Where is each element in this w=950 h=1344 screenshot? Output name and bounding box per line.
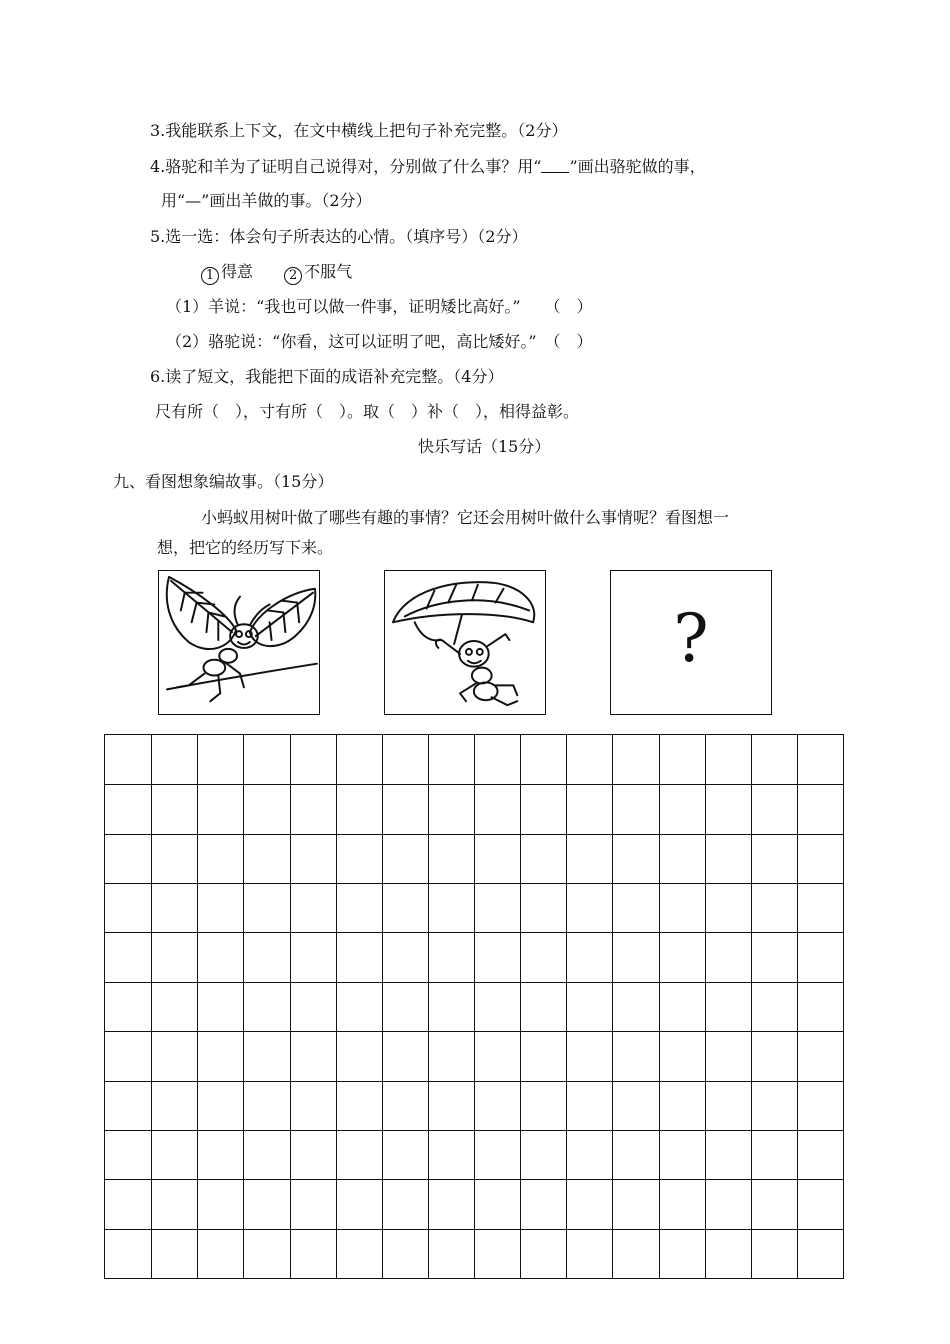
q5-item-1: （1）羊说：“我也可以做一件事，证明矮比高好。” （ ）: [166, 297, 593, 316]
ant-umbrella-illustration: [385, 571, 545, 714]
grid-row-line: [105, 784, 843, 785]
grid-column-line: [382, 735, 383, 1278]
q6-blank-line: 尺有所（ ），寸有所（ ）。取（ ）补（ ），相得益彰。: [155, 402, 580, 421]
q5-text: 5.选一选：体会句子所表达的心情。（填序号）（2分）: [150, 227, 528, 246]
grid-column-line: [520, 735, 521, 1278]
grid-row-line: [105, 982, 843, 983]
grid-row-line: [105, 1130, 843, 1131]
q3-text: 3.我能联系上下文，在文中横线上把句子补充完整。（2分）: [150, 121, 568, 140]
grid-row-line: [105, 1081, 843, 1082]
grid-row-line: [105, 1179, 843, 1180]
section-title: 快乐写话（15分）: [418, 437, 551, 456]
q9-prompt-line2: 想，把它的经历写下来。: [157, 538, 334, 557]
grid-column-line: [151, 735, 152, 1278]
q9-prompt-line1: 小蚂蚁用树叶做了哪些有趣的事情？它还会用树叶做什么事情呢？看图想一: [201, 508, 730, 527]
option-text: 得意: [221, 262, 254, 281]
option-text: 不服气: [304, 262, 353, 281]
q9-heading: 九、看图想象编故事。（15分）: [113, 472, 334, 491]
ant-wings-illustration: [159, 571, 319, 714]
underline-mark: [541, 158, 569, 173]
option-1: [201, 262, 253, 281]
grid-row-line: [105, 834, 843, 835]
grid-row-line: [105, 932, 843, 933]
circled-number: 2: [284, 267, 302, 285]
grid-column-line: [797, 735, 798, 1278]
circled-number: 1: [201, 267, 219, 285]
grid-row-line: [105, 883, 843, 884]
grid-column-line: [566, 735, 567, 1278]
q4-text-a: 4.骆驼和羊为了证明自己说得对，分别做了什么事？用“: [150, 157, 542, 176]
writing-grid[interactable]: [104, 734, 844, 1279]
q5-item-2: （2）骆驼说：“你看，这可以证明了吧，高比矮好。” （ ）: [166, 332, 593, 351]
grid-column-line: [197, 735, 198, 1278]
q5-options: [201, 262, 352, 285]
grid-column-line: [336, 735, 337, 1278]
grid-column-line: [290, 735, 291, 1278]
question-mark: ?: [673, 600, 709, 677]
q4-text-b: ”画出骆驼做的事，: [569, 157, 706, 176]
grid-column-line: [612, 735, 613, 1278]
grid-column-line: [474, 735, 475, 1278]
grid-column-line: [428, 735, 429, 1278]
grid-row-line: [105, 1031, 843, 1032]
picture-unknown: [610, 570, 772, 715]
q6-text: 6.读了短文，我能把下面的成语补充完整。（4分）: [150, 367, 504, 386]
grid-row-line: [105, 1229, 843, 1230]
grid-column-line: [659, 735, 660, 1278]
grid-column-line: [751, 735, 752, 1278]
grid-column-line: [705, 735, 706, 1278]
option-2: [284, 262, 352, 281]
q4-line2: 用“—”画出羊做的事。（2分）: [161, 191, 372, 210]
picture-ant-leaf-wings: [158, 570, 320, 715]
grid-column-line: [243, 735, 244, 1278]
picture-ant-leaf-umbrella: [384, 570, 546, 715]
q4-line1: [150, 157, 706, 177]
